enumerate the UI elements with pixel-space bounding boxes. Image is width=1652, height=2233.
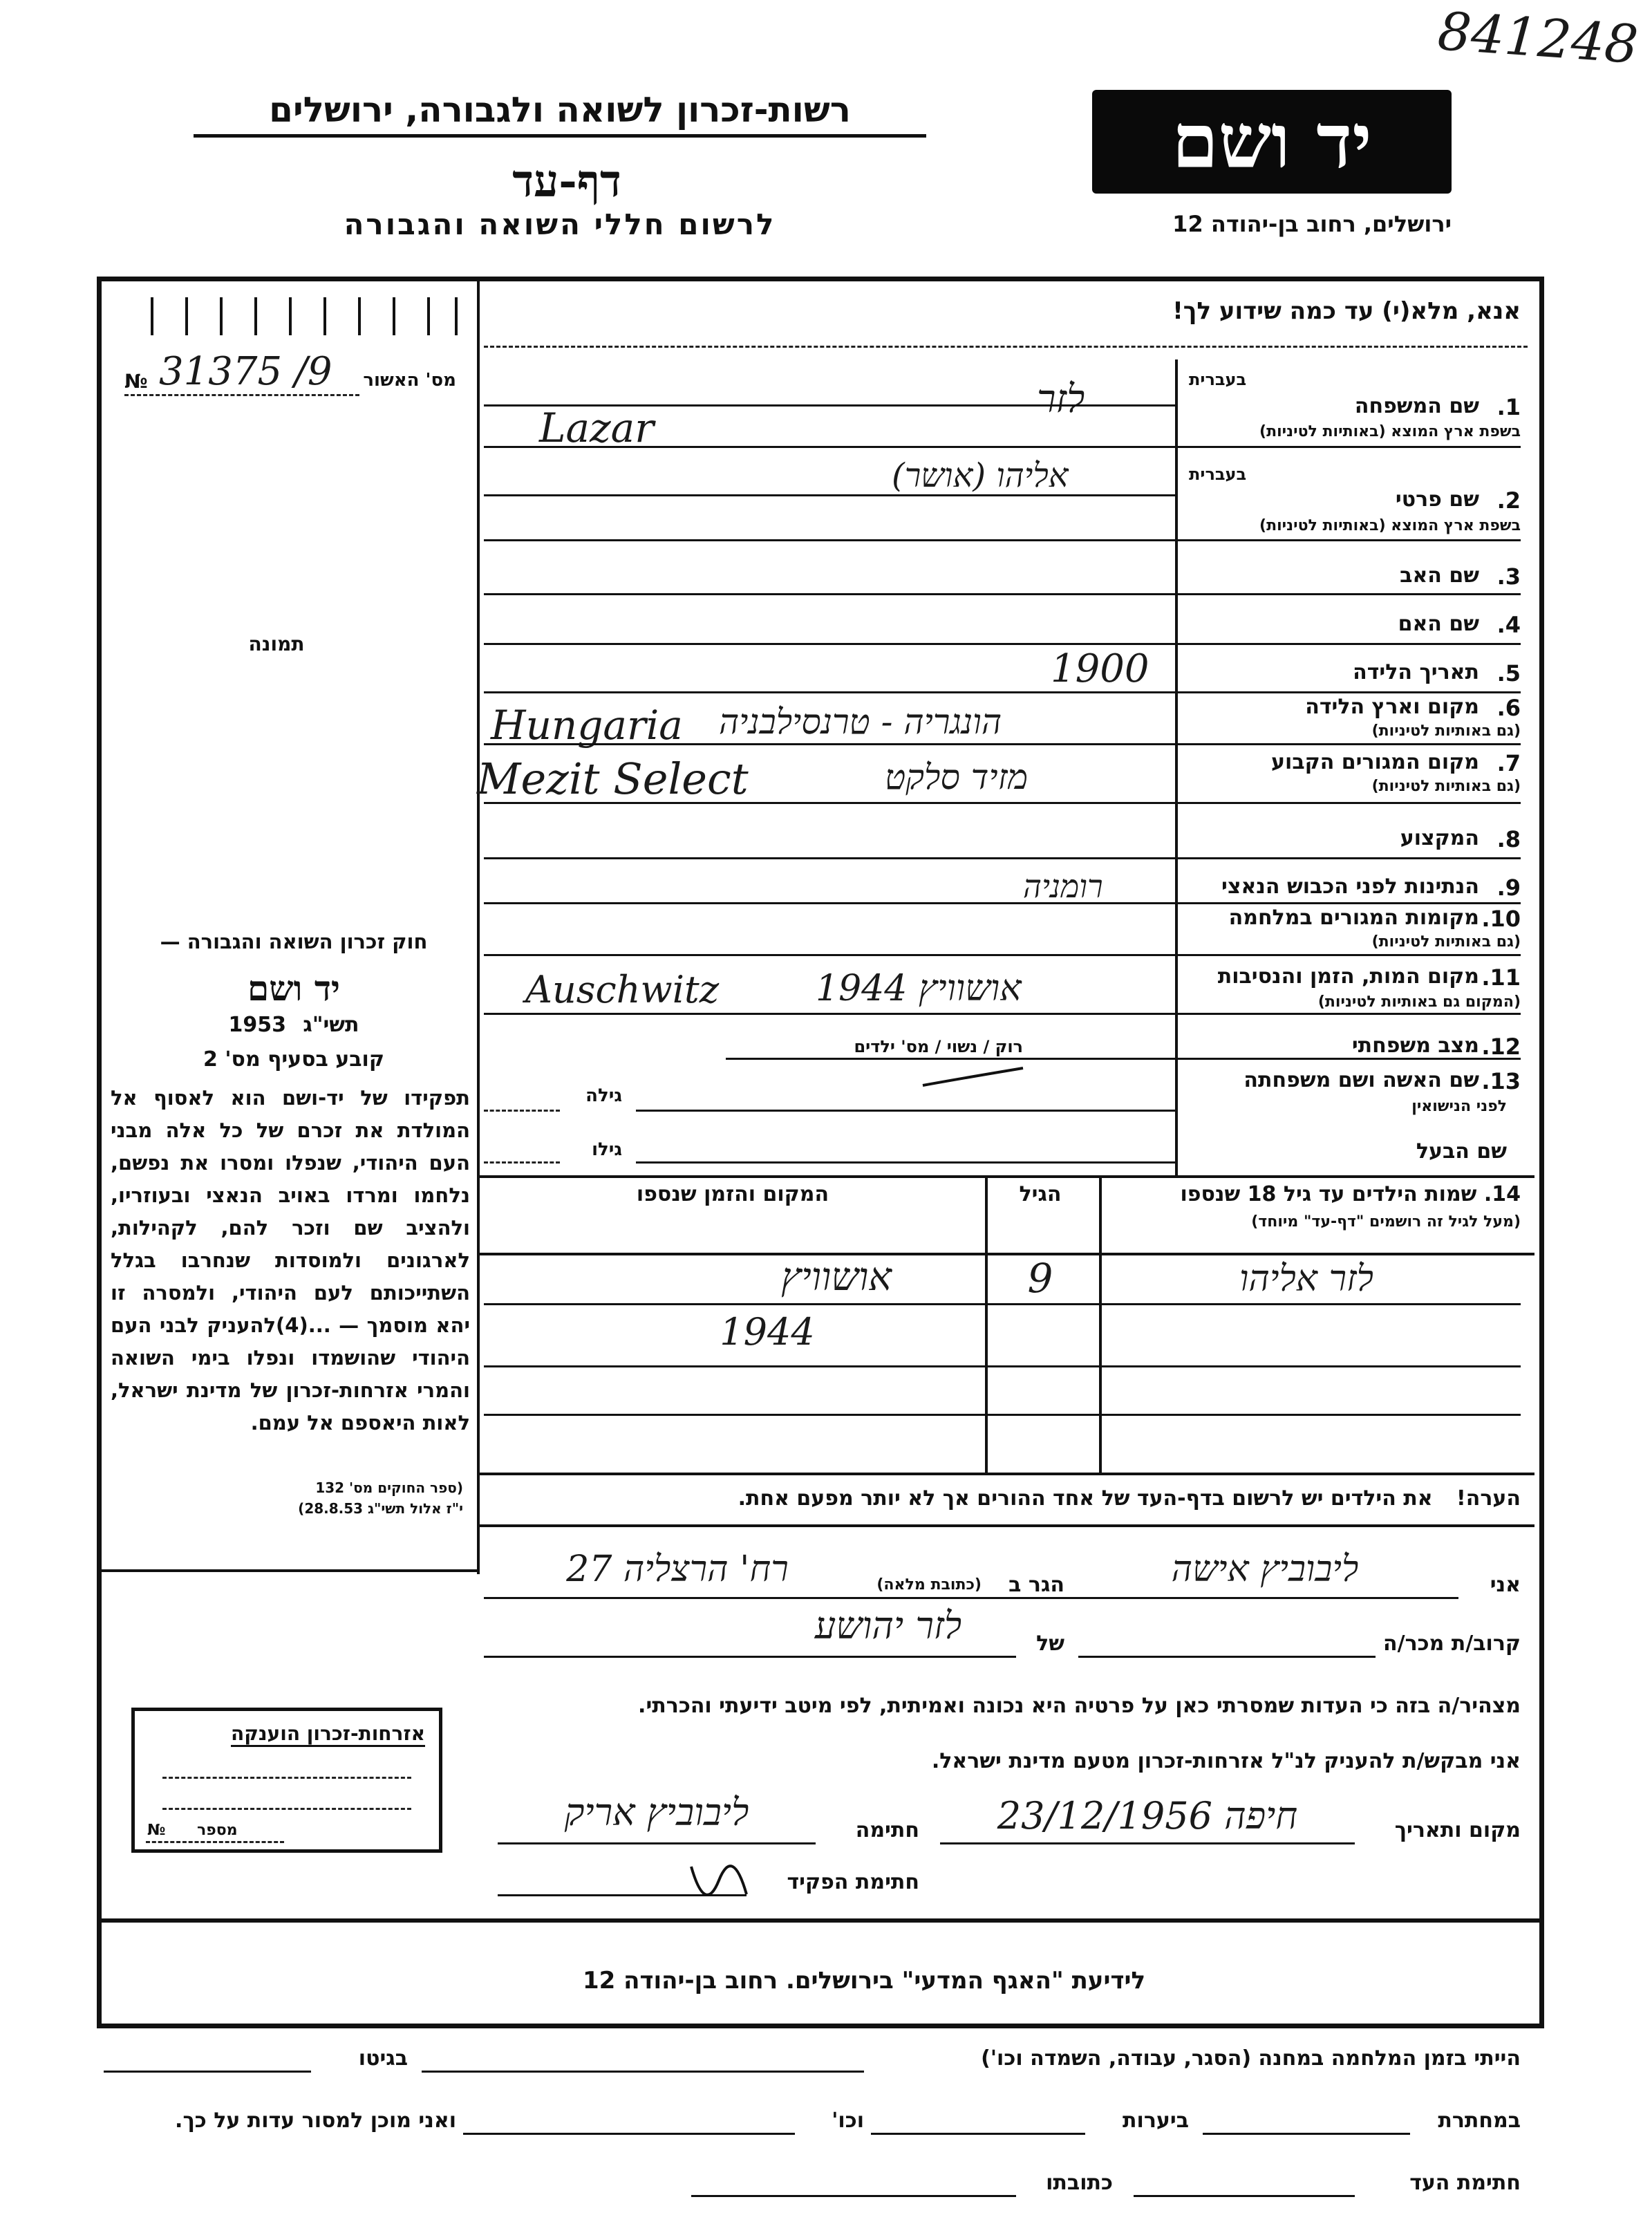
row9-value: רומניה: [1023, 868, 1103, 905]
row1-sub: בשפת ארץ המוצא (באותיות לטיניות): [1259, 423, 1521, 440]
row6-number: 6.: [1496, 695, 1521, 721]
place-date-label: מקום ותאריך: [1394, 1818, 1521, 1842]
row6-value-he: הונגריה - טרנסילבניה: [719, 702, 1002, 742]
row2-in-hebrew: בעברית: [1189, 465, 1247, 484]
row2-label: שם פרטי: [1395, 487, 1479, 512]
footer-line1-b: בגיטו: [358, 2046, 408, 2071]
logo-text: יד ושם: [1172, 98, 1372, 185]
check-stroke: [919, 1065, 1030, 1092]
col-age: הגיל: [1019, 1182, 1062, 1206]
law-ref-2: י"ז אלול תשי"ג 28.8.53): [298, 1500, 463, 1517]
row4-line: [484, 643, 1521, 645]
child-1-time: 1944: [720, 1310, 815, 1354]
row5-value: 1900: [1051, 646, 1149, 691]
row12-line: [726, 1058, 1521, 1060]
declarant-address: רח' הרצליה 27: [566, 1549, 789, 1590]
row10-sub: (גם באותיות לטיניות): [1371, 933, 1521, 951]
law-year-he: תשי"ג: [303, 1013, 359, 1037]
child-1-name: לזר אליהו: [1239, 1258, 1373, 1300]
row7-number: 7.: [1496, 750, 1521, 776]
signature: ליבוביץ אריק: [564, 1791, 749, 1834]
note-bottom-line: [477, 1524, 1534, 1527]
note-row: [498, 1486, 1521, 1511]
resident-label: הגר ב: [1008, 1573, 1064, 1597]
row2-sub: בשפת ארץ המוצא (באותיות לטיניות): [1259, 517, 1521, 534]
row10-label: מקומות המגורים במלחמה: [1228, 906, 1479, 930]
husband-label: שם הבעל: [1416, 1139, 1507, 1164]
row1-value-lat: Lazar: [539, 404, 654, 451]
footer-line2-fill-a: [1203, 2133, 1410, 2135]
officer-label: חתימת הפקיד: [787, 1870, 919, 1894]
footer-line2-b: ביערות: [1123, 2109, 1189, 2133]
row7-value-lat: Mezit Select: [477, 754, 749, 804]
footer-line1-fill-a: [422, 2071, 864, 2073]
row10-line: [484, 954, 1521, 956]
row9-line: [484, 902, 1521, 904]
left-panel-bottom-line: [97, 1569, 479, 1572]
reg-number: 31375 /9: [159, 349, 332, 394]
declarant-line-2b: [484, 1656, 1016, 1658]
footer-line2-fill-c: [463, 2133, 795, 2135]
age-label-f: גילה: [585, 1085, 622, 1106]
marital-check-mark: [919, 1065, 1030, 1095]
declaration: מצהיר/ה בזה כי העדות שמסרתי כאן על פרטיה היא נכונה ואמיתית, לפי מיטב ידיעתי והכרתי.: [638, 1694, 1521, 1718]
row11-value-lat: Auschwitz: [525, 968, 720, 1011]
row7-line: [484, 802, 1521, 804]
note-label: הערה!: [1456, 1486, 1521, 1511]
labels-divider: [1175, 359, 1178, 1175]
row6-line: [484, 743, 1521, 745]
citizenship-line-2: [162, 1808, 411, 1810]
note-text: את הילדים יש לרשום בדף-העד של אחד ההורים אך לא יותר מפעם אחת.: [738, 1486, 1433, 1511]
law-name: יד ושם: [247, 968, 340, 1009]
row13-label: שם האשה ושם משפחתה: [1243, 1068, 1479, 1092]
row1-line-lat: [484, 446, 1521, 448]
row8-number: 8.: [1496, 826, 1521, 852]
children-col-div-1: [1099, 1175, 1102, 1473]
law-ref: (ספר החוקים מס' 132: [315, 1479, 463, 1496]
row5-number: 5.: [1496, 660, 1521, 686]
row3-number: 3.: [1496, 563, 1521, 590]
age-m-line: [484, 1161, 560, 1164]
archive-number: 841248: [1436, 0, 1640, 76]
children-line-2: [484, 1365, 1521, 1367]
institution-name: רשות-זכרון לשואה ולגבורה, ירושלים: [194, 90, 926, 138]
law-year-row: [131, 1013, 456, 1037]
law-title: חוק זכרון השואה והגבורה —: [160, 930, 428, 953]
row5-line: [484, 691, 1521, 693]
citizenship-box: [131, 1708, 442, 1853]
citizenship-line-1: [162, 1777, 411, 1779]
law-year: 1953: [228, 1013, 286, 1037]
row8-line: [484, 857, 1521, 859]
reg-no-symbol: №: [124, 370, 148, 393]
row4-label: שם האם: [1398, 612, 1479, 636]
yad-vashem-logo: [1092, 90, 1452, 194]
row11-label: מקום המות, הזמן והנסיבות: [1217, 964, 1479, 989]
footer-line3-fill-a: [1134, 2195, 1355, 2197]
row13-sub: לפני הנישואין: [1411, 1098, 1507, 1115]
place-date-line: [940, 1842, 1355, 1844]
declarant-line-1: [484, 1597, 1458, 1599]
footer-line2-c: וכו': [832, 2109, 864, 2133]
form-prompt: אנא, מלא(י) עד כמה שידוע לך!: [1172, 297, 1521, 325]
col-place: המקום והזמן שנספו: [636, 1182, 829, 1206]
address: ירושלים, רחוב בן-יהודה 12: [1172, 211, 1452, 237]
row9-number: 9.: [1496, 875, 1521, 901]
law-text: תפקידו של יד-ושם הוא לאסוף אל המולדת את זכרם של כל אלה מבני העם היהודי, שנפלו ומסרו את נפשם, נלחמו ומרדו באויב הנאצי ובעוזריו, ולהציב שם וזכר להם, לקהילות, לארגונים ולמוסדות שנחרבו בגלל השתייכותם לעם היהודי, ולמסרה זו יהא מוסמך — ...(4)להעניק לבני העם היהודי שהושמדו ונפלו בימי השואה והמרי אזרחות-זכרון של מדינת ישראל, לאות היאספם אל עמם.: [111, 1086, 470, 1435]
row10-number: 10.: [1481, 906, 1521, 932]
footer-line3-fill-b: [691, 2195, 1016, 2197]
row13-line: [636, 1110, 1175, 1112]
photo-label: תמונה: [248, 633, 305, 655]
relative-of: לזר יהושע: [814, 1604, 962, 1647]
of-label: של: [1036, 1632, 1064, 1656]
row12-number: 12.: [1481, 1034, 1521, 1060]
row1-label: שם המשפחה: [1354, 394, 1479, 418]
citizenship-number-label: מספר: [197, 1822, 238, 1839]
footer-line3-b: כתובתו: [1046, 2171, 1113, 2195]
row1-number: 1.: [1496, 394, 1521, 420]
footer-line3-a: חתימת העד: [1409, 2171, 1521, 2195]
citizenship-no-symbol: №: [147, 1822, 166, 1839]
form-subtitle: לרשום חללי השואה והגבורה: [344, 207, 776, 241]
reg-number-line: [124, 394, 359, 396]
row11-number: 11.: [1481, 964, 1521, 991]
children-line-3: [484, 1414, 1521, 1416]
children-sub: (מעל לגיל זה רושמים "דף-עד" מיוחד): [1251, 1213, 1521, 1231]
children-col-div-2: [985, 1175, 988, 1473]
row7-label: מקום המגורים הקבוע: [1271, 750, 1479, 774]
citizenship-number-line: [146, 1841, 284, 1843]
request: אני מבקש/ת להעניק לנ"ל אזרחות-זכרון מטעם מדינת ישראל.: [931, 1749, 1521, 1773]
row3-label: שם האב: [1400, 563, 1479, 588]
children-line-1: [484, 1303, 1521, 1305]
row11-value-he: אושוויץ 1944: [816, 968, 1022, 1009]
tick-marks: [138, 297, 463, 339]
children-top-line: [477, 1175, 1534, 1178]
row7-value-he: מזיד סלקט: [885, 757, 1029, 797]
footer-top-line: [97, 1918, 1539, 1923]
row8-label: המקצוע: [1400, 826, 1479, 850]
footer-info: לידיעת "האגף המדעי" בירושלים. רחוב בן-יהודה 12: [582, 1967, 1146, 1994]
address-label: (כתובת מלאה): [876, 1576, 982, 1594]
row11-line: [484, 1013, 1521, 1015]
row12-label: מצב משפחתי: [1351, 1034, 1479, 1058]
row11-sub: (המקום גם באותיות לטיניות): [1317, 993, 1521, 1011]
declarant-name: ליבוביץ אישה: [1171, 1549, 1359, 1590]
signature-label: חתימה: [855, 1818, 919, 1842]
footer-line2-a: במחתרת: [1438, 2109, 1521, 2133]
row6-sub: (גם באותיות לטיניות): [1371, 722, 1521, 740]
row5-label: תאריך הלידה: [1353, 660, 1479, 684]
declarant-line-2a: [1078, 1656, 1376, 1658]
officer-signature-mark: [677, 1853, 760, 1925]
children-title: 14. שמות הילדים עד גיל 18 שנספו: [1180, 1182, 1521, 1206]
row1-in-hebrew: בעברית: [1189, 370, 1247, 389]
child-1-place: אושוויץ: [780, 1255, 892, 1300]
footer-line2-fill-b: [871, 2133, 1085, 2135]
row2-line-he: [484, 494, 1175, 496]
row6-label: מקום וארץ הלידה: [1305, 695, 1479, 719]
row1-value-he: לזר: [1037, 377, 1085, 422]
declarant-i-label: אני: [1490, 1573, 1521, 1597]
age-f-line: [484, 1110, 560, 1112]
signature-line: [498, 1842, 816, 1844]
note-top-line: [477, 1473, 1534, 1475]
footer-line1-a: הייתי בזמן המלחמה במחנה (הסגר, עבודה, השמדה וכו'): [981, 2046, 1521, 2071]
row4-number: 4.: [1496, 612, 1521, 638]
husband-line: [636, 1161, 1175, 1164]
row2-value-he: אליהו (אושר): [892, 456, 1069, 495]
reg-label: מס' האשור: [363, 370, 456, 391]
row7-sub: (גם באותיות לטיניות): [1371, 778, 1521, 795]
row9-label: הנתינות לפני הכבוש הנאצי: [1221, 875, 1479, 899]
row13-number: 13.: [1481, 1068, 1521, 1094]
footer-line2-d: ואני מוכן למסור עדות על כך.: [175, 2109, 456, 2133]
row6-value-lat: Hungaria: [491, 702, 683, 749]
age-label-m: גילו: [592, 1139, 622, 1160]
law-clause: קובע בסעיף מס' 2: [203, 1047, 384, 1072]
officer-line: [498, 1894, 747, 1896]
citizenship-title: אזרחות-זכרון הוענקה: [231, 1722, 425, 1747]
row2-line-lat: [484, 539, 1521, 541]
row2-number: 2.: [1496, 487, 1521, 514]
tick-strip: [138, 297, 463, 339]
marital-options: רוק / נשוי / מס' ילדים: [854, 1037, 1023, 1056]
row3-line: [484, 593, 1521, 595]
prompt-line: [484, 346, 1528, 348]
form-title: דף-עד: [512, 156, 621, 207]
footer-line1-fill-b: [104, 2071, 311, 2073]
child-1-age: 9: [1027, 1255, 1053, 1302]
place-date: חיפה 23/12/1956: [997, 1794, 1298, 1838]
left-panel-divider: [477, 281, 480, 1574]
officer-scribble: [677, 1853, 760, 1922]
relative-label: קרוב/ת מכר/ה: [1383, 1632, 1521, 1656]
